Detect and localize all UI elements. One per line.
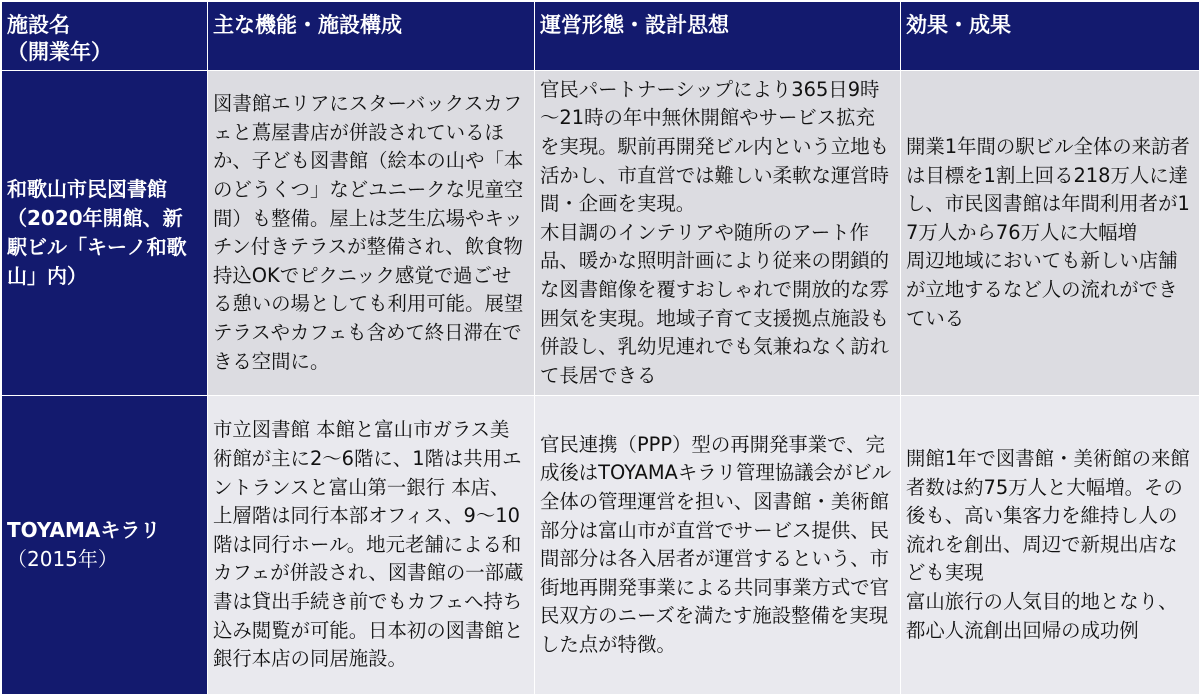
facility-name-detail: 山」内）: [7, 264, 87, 289]
facility-name-cell: [2, 396, 208, 695]
effects-text: 周辺地域においても新しい店舗が立地するなど人の流れができている: [906, 249, 1178, 330]
facility-name-detail: 駅ビル「キーノ和歌: [7, 235, 187, 260]
operation-cell: [535, 71, 901, 396]
facility-name: 和歌山市民図書館: [7, 177, 167, 202]
header-opening-year-label: （開業年）: [7, 40, 112, 64]
header-functions-label: 主な機能・施設構成: [213, 13, 402, 37]
facility-name-detail: （2020年開館、新: [7, 206, 183, 231]
header-facility-name-label: 施設名: [7, 13, 70, 37]
header-operation: [535, 2, 901, 71]
functions-cell: [208, 71, 535, 396]
table-row: [2, 71, 1200, 396]
facility-comparison-table: [1, 1, 1200, 695]
facility-name-detail: （2015年）: [7, 547, 118, 572]
facility-name-cell: [2, 71, 208, 396]
effects-text: 開館1年で図書館・美術館の来館者数は約75万人と大幅増。その後も、高い集客力を維持し人の流れを創出、周辺で新規出店なども実現: [906, 447, 1190, 585]
effects-cell: [901, 396, 1200, 695]
operation-text: 官民パートナーシップにより365日9時～21時の年中無休開館やサービス拡充を実現。駅前再開発ビル内という立地も活かし、市直営では難しい柔軟な運営時間・企画を実現。: [540, 77, 890, 216]
header-operation-label: 運営形態・設計思想: [540, 13, 729, 37]
header-effects: [901, 2, 1200, 71]
effects-text: 開業1年間の駅ビル全体の来訪者は目標を1割上回る218万人に達し、市民図書館は年間利用者が17万人から76万人に大幅増: [906, 135, 1190, 244]
operation-text: 木目調のインテリアや随所のアート作品、暖かな照明計画により従来の閉鎖的な図書館像を覆すおしゃれで開放的な雰囲気を実現。地域子育て支援拠点施設も併設し、乳幼児連れでも気兼ねなく訪れて長居できる: [540, 220, 890, 387]
table-header-row: [2, 2, 1200, 71]
header-effects-label: 効果・成果: [906, 13, 1011, 37]
functions-text: 市立図書館 本館と富山市ガラス美術館が主に2～6階に、1階は共用エントランスと富山第一銀行 本店、上層階は同行本部オフィス、9～10階は同行ホール。地元老舗による和カフェが併設され、図書館の一部蔵書は貸出手続き前でもカフェへ持ち込み閲覧が可能。日本初の図書館と銀行本店の同居施設。: [213, 418, 524, 671]
facility-name: TOYAMAキラリ: [7, 518, 161, 543]
table-row: [2, 396, 1200, 695]
functions-cell: [208, 396, 535, 695]
header-facility-name: [2, 2, 208, 71]
operation-text: 官民連携（PPP）型の再開発事業で、完成後はTOYAMAキラリ管理協議会がビル全体の管理運営を担い、図書館・美術館部分は富山市が直営でサービス提供、民間部分は各入居者が運営するという、市街地再開発事業による共同事業方式で官民双方のニーズを満たす施設整備を実現した点が特徴。: [540, 432, 892, 656]
header-functions: [208, 2, 535, 71]
effects-text: 富山旅行の人気目的地となり、都心人流創出回帰の成功例: [906, 590, 1178, 642]
effects-cell: [901, 71, 1200, 396]
functions-text: 図書館エリアにスターバックスカフェと蔦屋書店が併設されているほか、子ども図書館（絵本の山や「本のどうくつ」などユニークな児童空間）も整備。屋上は芝生広場やキッチン付きテラスが整備され、飲食物持込OKでピクニック感覚で過ごせる憩いの場としても利用可能。展望テラスやカフェも含めて終日滞在できる空間に。: [213, 92, 524, 373]
operation-cell: [535, 396, 901, 695]
